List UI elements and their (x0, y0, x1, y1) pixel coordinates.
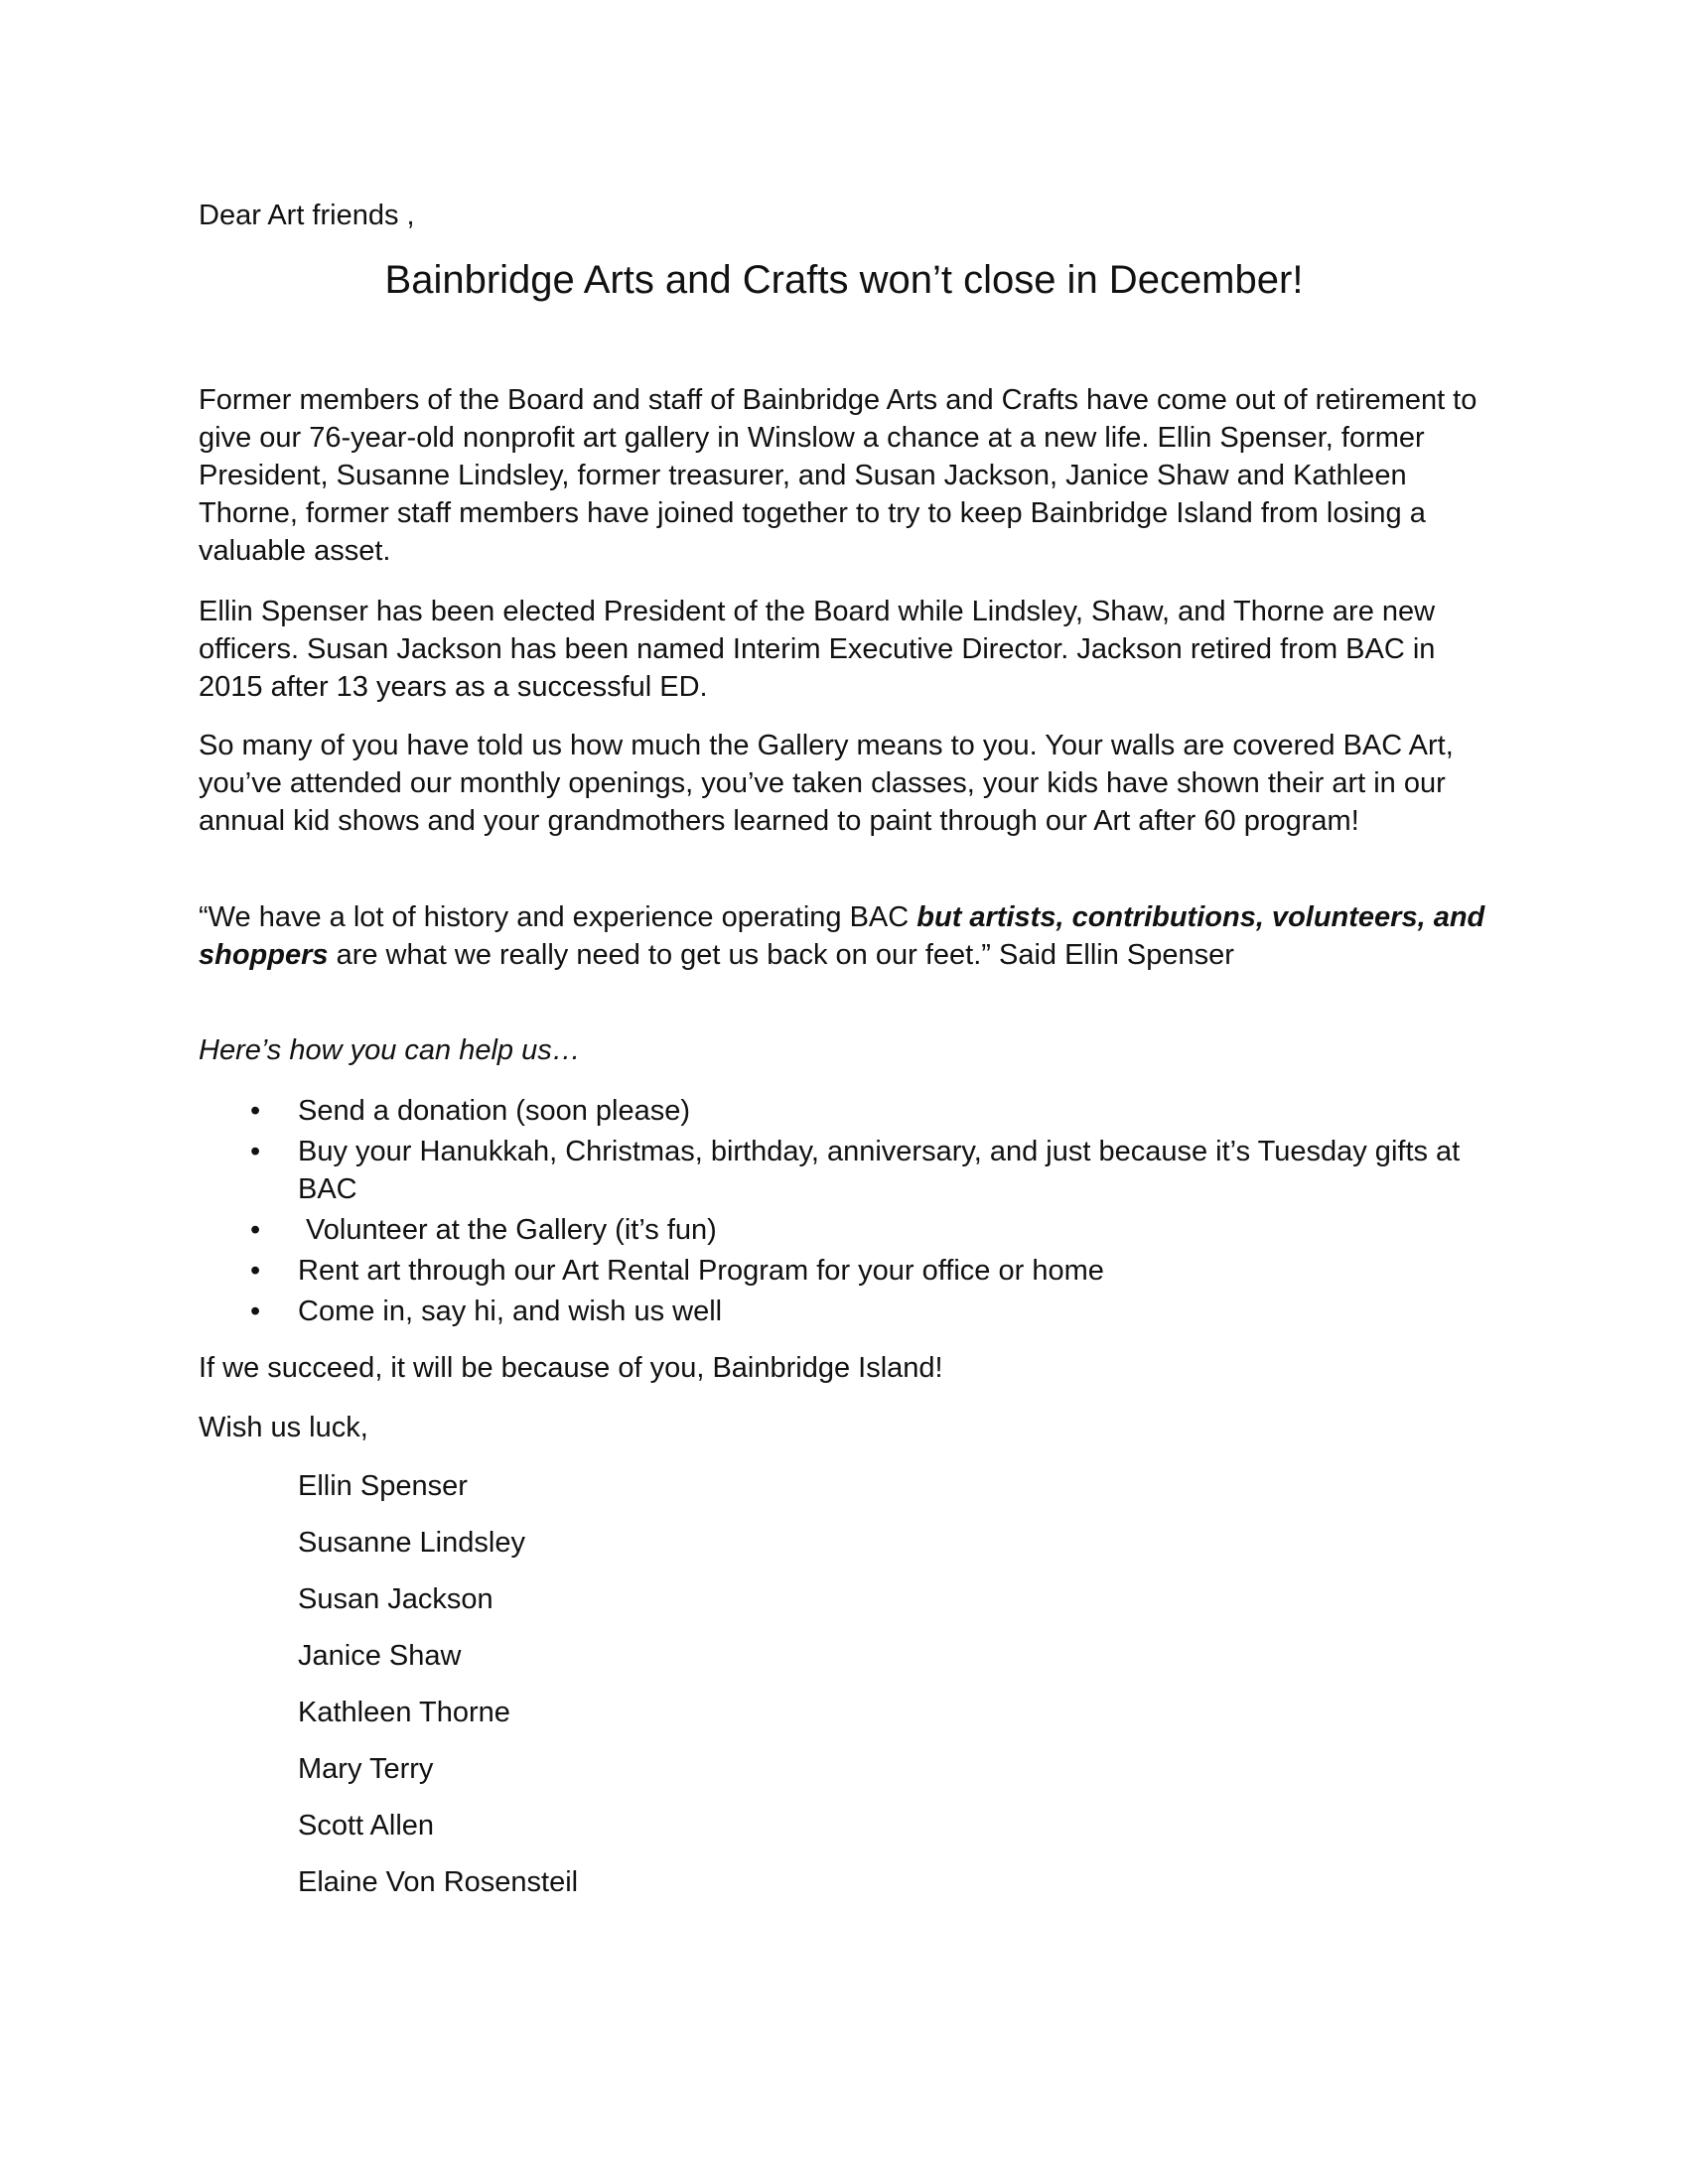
help-item-text: Buy your Hanukkah, Christmas, birthday, anniversary, and just because it’s Tuesday gifts at BAC (298, 1136, 1461, 1205)
signatory-name: Susan Jackson (298, 1583, 493, 1615)
paragraph-quote (199, 898, 1489, 974)
sign-off: Wish us luck, (199, 1412, 368, 1443)
paragraph-officers: Ellin Spenser has been elected President of the Board while Lindsley, Shaw, and Thorne are new officers. Susan Jackson has been named Interim Executive Director. Jackson retired from BAC in 2015 after 13 years as a successful ED. (199, 596, 1436, 703)
paragraph-gallery-meaning: So many of you have told us how much the Gallery means to you. Your walls are covered BAC Art, you’ve attended our monthly openings, you’ve taken classes, your kids have shown their art in our annual kid shows and your grandmothers learned to paint through our Art after 60 program! (199, 730, 1454, 837)
signatory-name: Susanne Lindsley (298, 1527, 525, 1559)
help-list (199, 1092, 1489, 1333)
greeting: Dear Art friends , (199, 200, 415, 231)
bullet-icon: • (250, 1095, 261, 1127)
bullet-icon: • (250, 1214, 261, 1246)
help-item-text: Rent art through our Art Rental Program for your office or home (298, 1255, 1104, 1287)
signatory-name: Elaine Von Rosensteil (298, 1866, 579, 1898)
help-item-text: Send a donation (soon please) (298, 1095, 691, 1127)
bullet-icon: • (250, 1296, 261, 1327)
signatory-name: Kathleen Thorne (298, 1697, 510, 1728)
help-item (199, 1293, 1489, 1330)
signatory-name: Scott Allen (298, 1810, 435, 1842)
signatory-name: Ellin Spenser (298, 1470, 468, 1502)
help-item (199, 1252, 1489, 1290)
paragraph-intro: Former members of the Board and staff of Bainbridge Arts and Crafts have come out of retirement to give our 76-year-old nonprofit art gallery in Winslow a chance at a new life. Ellin Spenser, former President, Susanne Lindsley, former treasurer, and Susan Jackson, Janice Shaw and Kathleen Thorne, former staff members have joined together to try to keep Bainbridge Island from losing a valuable asset. (199, 384, 1477, 567)
help-item-text: Come in, say hi, and wish us well (298, 1296, 723, 1327)
closing-line: If we succeed, it will be because of you, Bainbridge Island! (199, 1352, 943, 1384)
quote-emphasis: but artists, contributions, volunteers, and shoppers (199, 901, 1485, 971)
help-item-text: Volunteer at the Gallery (it’s fun) (298, 1214, 717, 1246)
help-heading: Here’s how you can help us… (199, 1034, 581, 1066)
help-item (199, 1092, 1489, 1130)
bullet-icon: • (250, 1255, 261, 1287)
signatory-list (298, 1467, 1192, 1920)
quote-start: “We have a lot of history and experience operating BAC (199, 901, 917, 933)
signatory-name: Mary Terry (298, 1753, 434, 1785)
help-item (199, 1211, 1489, 1249)
headline: Bainbridge Arts and Crafts won’t close in December! (384, 258, 1304, 302)
help-item (199, 1133, 1489, 1208)
bullet-icon: • (250, 1136, 261, 1167)
quote-end: are what we really need to get us back on our feet.” Said Ellin Spenser (328, 939, 1234, 971)
signatory-name: Janice Shaw (298, 1640, 462, 1672)
